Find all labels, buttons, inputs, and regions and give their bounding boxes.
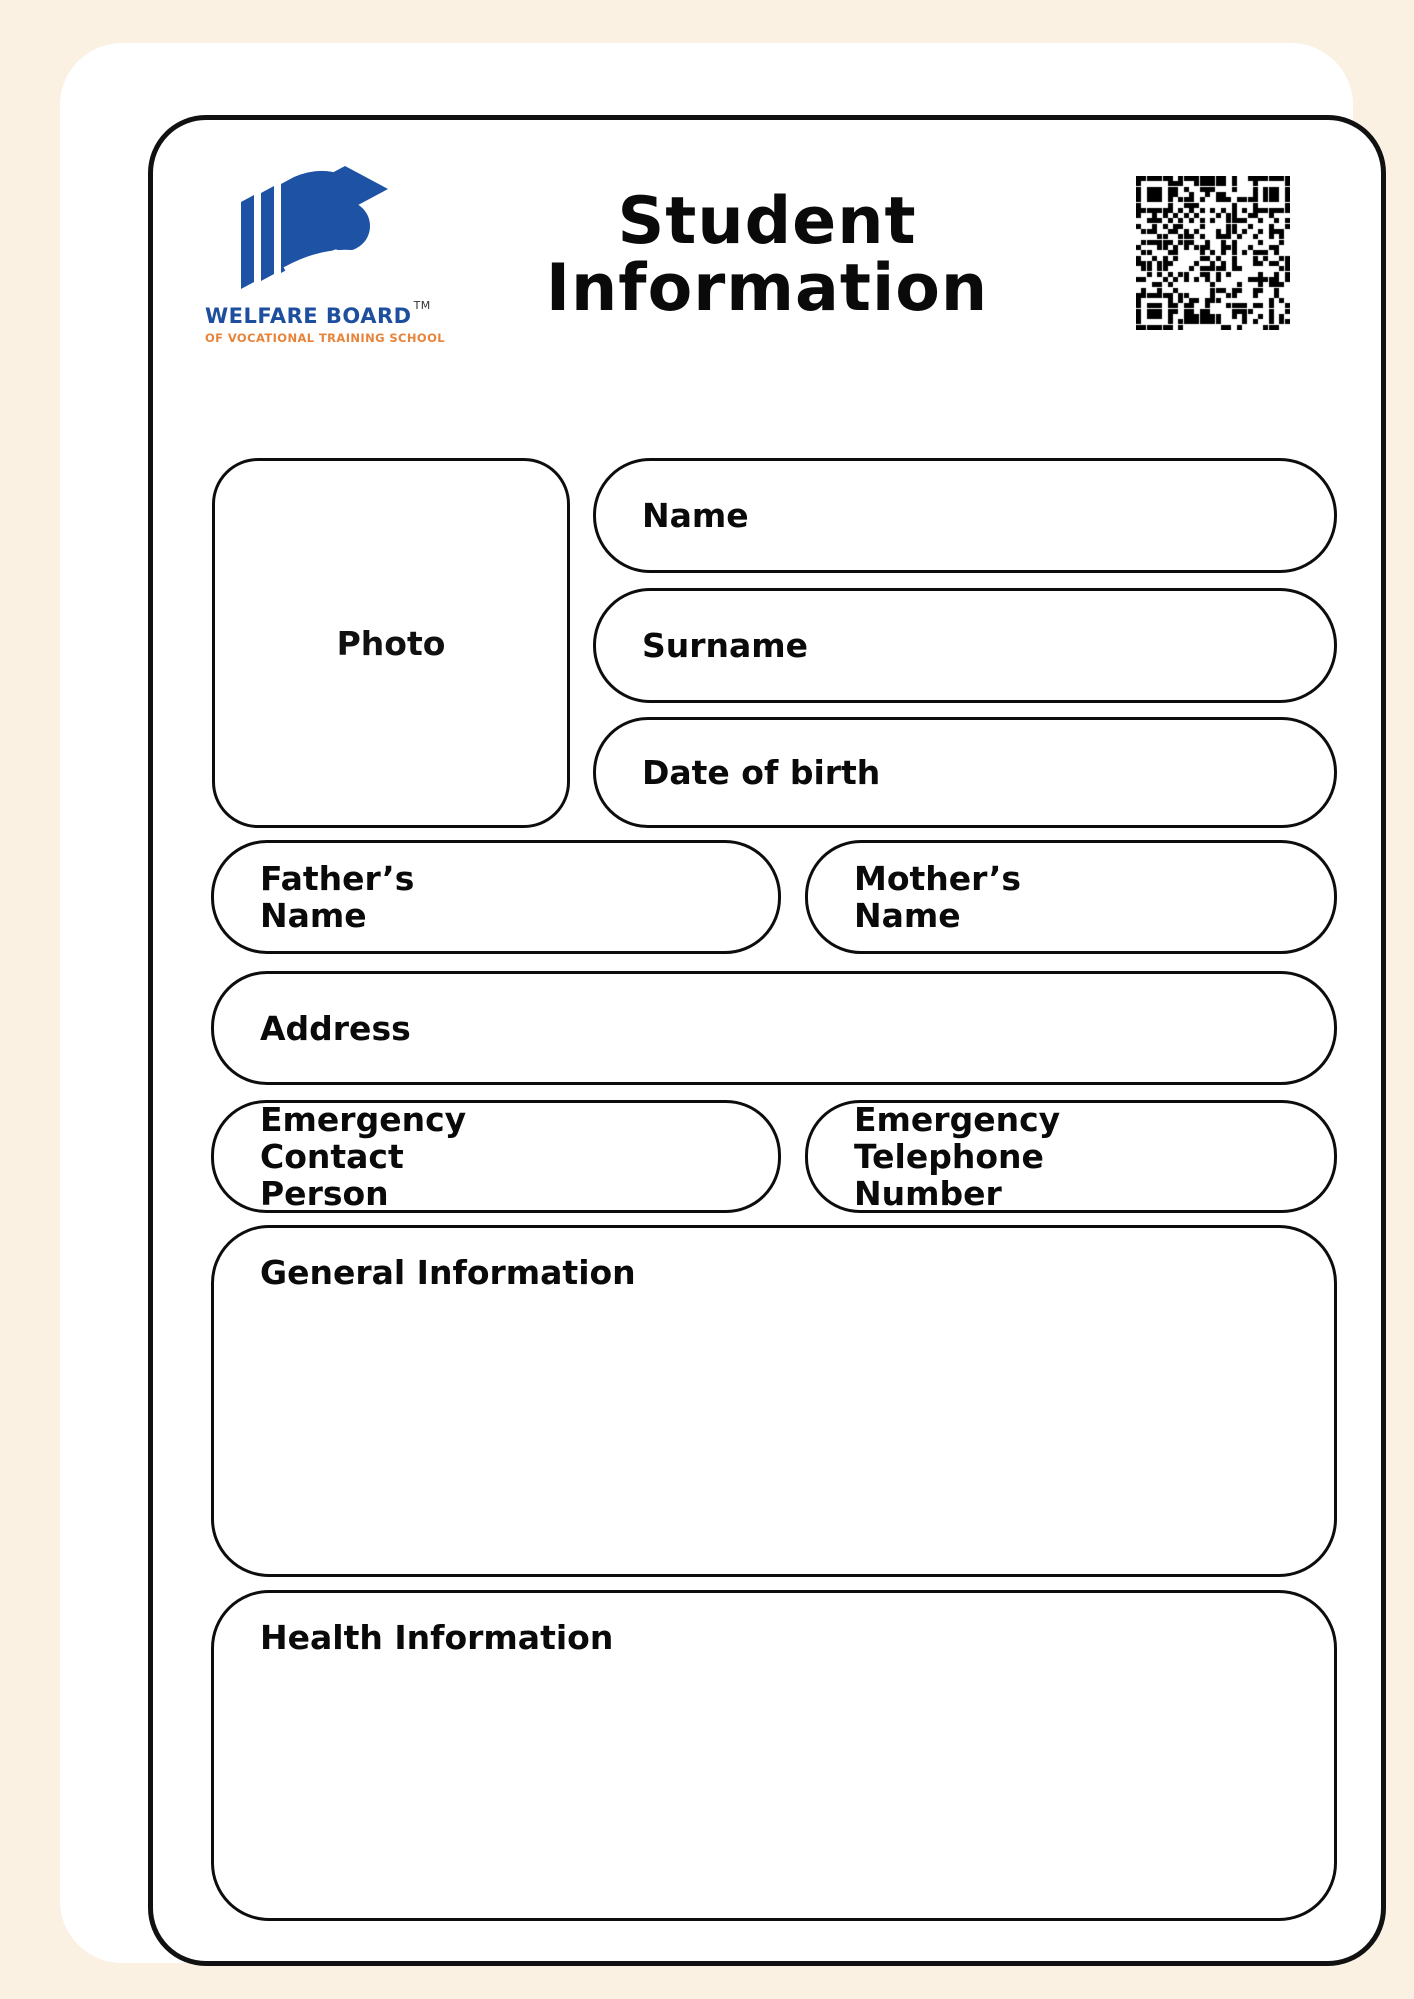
qr-code-icon [1136, 176, 1290, 330]
general-information-field[interactable] [211, 1225, 1337, 1577]
page-title-line2: Information [545, 251, 989, 326]
trademark-mark: TM [413, 299, 431, 312]
emergency-contact-person-label: Emergency Contact Person [260, 1100, 467, 1213]
mothers-name-label: Mother’s Name [854, 859, 1021, 935]
emergency-contact-person-field[interactable] [211, 1100, 781, 1213]
emergency-telephone-number-field[interactable] [805, 1100, 1337, 1213]
page-title-line1: Student [617, 184, 917, 259]
surname-label: Surname [642, 626, 809, 665]
brand-tagline: OF VOCATIONAL TRAINING SCHOOL [205, 331, 445, 345]
address-label: Address [260, 1008, 411, 1048]
page-sheet [60, 43, 1353, 1963]
form-card [148, 115, 1386, 1966]
fathers-name-field[interactable] [211, 840, 781, 954]
name-label: Name [642, 496, 749, 535]
health-information-field[interactable] [211, 1590, 1337, 1921]
date-of-birth-field[interactable] [593, 717, 1337, 828]
general-information-label: General Information [260, 1253, 636, 1292]
date-of-birth-label: Date of birth [642, 753, 881, 792]
name-field[interactable] [593, 458, 1337, 573]
fathers-name-label: Father’s Name [260, 859, 415, 935]
brand-name: WELFARE BOARD ™ [205, 299, 431, 328]
health-information-label: Health Information [260, 1618, 614, 1657]
address-field[interactable] [211, 971, 1337, 1085]
surname-field[interactable] [593, 588, 1337, 703]
mothers-name-field[interactable] [805, 840, 1337, 954]
emergency-telephone-number-label: Emergency Telephone Number [854, 1100, 1061, 1213]
photo-upload-box[interactable] [212, 458, 570, 828]
photo-label: Photo [336, 623, 446, 663]
